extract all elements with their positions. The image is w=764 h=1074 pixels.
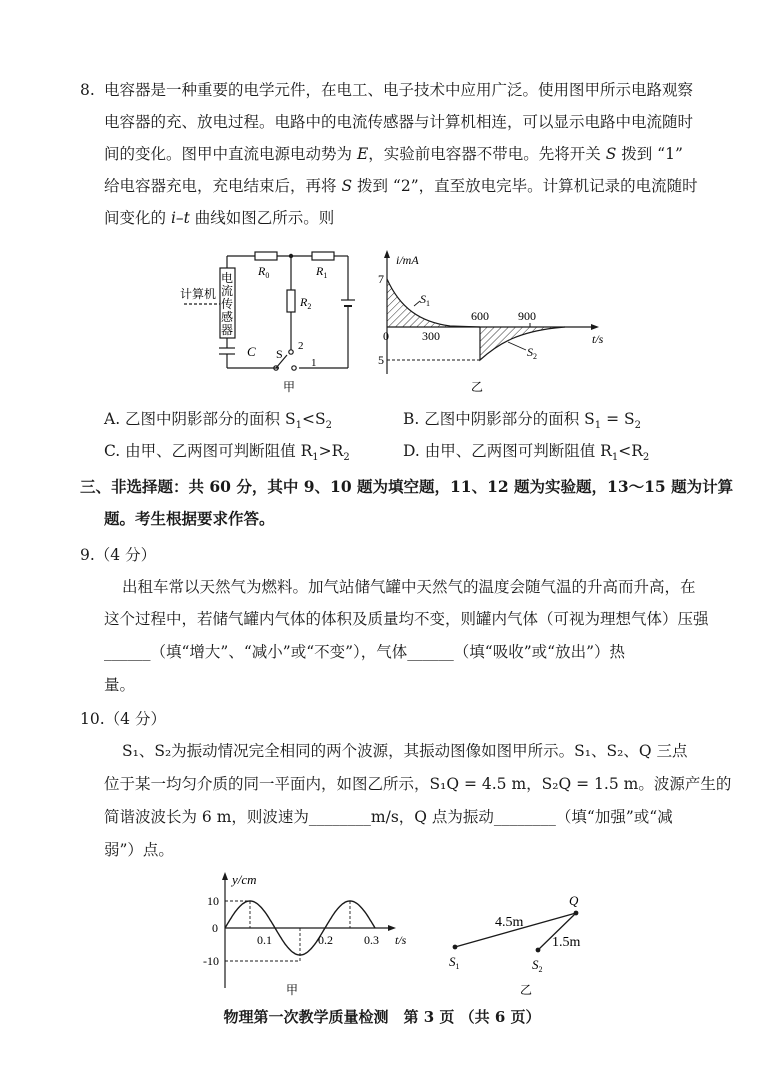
sensor-char-1: 电 [221, 271, 234, 285]
wave-xlabel: t/s [395, 933, 407, 947]
q8-option-d: D. 由甲、乙两图可判断阻值 $R_1<R_2$ [403, 442, 650, 464]
wave-y-10: 10 [207, 894, 219, 908]
x-tick-600: 600 [471, 309, 489, 323]
q8-line-2: 电容器的充、放电过程。电路中的电流传感器与计算机相连，可以显示电路中电流随时 [104, 113, 694, 131]
points-caption: 乙 [520, 983, 533, 997]
computer-label: 计算机 [180, 287, 217, 301]
wave-y-0: 0 [212, 921, 218, 935]
q8-option-c: C. 由甲、乙两图可判断阻值 $R_1>R_2$ [104, 442, 350, 464]
caption-yi: 乙 [471, 380, 484, 394]
switch-pos-1: 1 [311, 357, 317, 369]
caption-jia: 甲 [283, 380, 296, 394]
q10-line-4: 弱”）点。 [104, 841, 174, 859]
switch-label: S [276, 347, 283, 361]
q9-line-1: 出租车常以天然气为燃料。加气站储气罐中天然气的温度会随气温的升高而升高，在 [122, 578, 696, 596]
sensor-char-5: 器 [221, 323, 234, 337]
page-footer: 物理第一次教学质量检测 第 3 页 （共 6 页） [223, 1008, 541, 1026]
sensor-char-2: 流 [221, 284, 234, 298]
q9-line-2: 这个过程中，若储气罐内气体的体积及质量均不变，则罐内气体（可视为理想气体）压强 [104, 610, 709, 628]
source-points-diagram [440, 890, 590, 1000]
sensor-char-3: 传 [221, 297, 234, 311]
xlabel: t/s [592, 332, 604, 346]
wave-ylabel: y/cm [232, 872, 257, 887]
q8-line-5: 间变化的 i–t 曲线如图乙所示。则 [104, 209, 335, 227]
q8-line-3: 间的变化。图甲中直流电源电动势为 E，实验前电容器不带电。先将开关 S 拨到 “1” [104, 145, 683, 163]
wave-y-neg10: -10 [203, 954, 219, 968]
wave-x-01: 0.1 [257, 933, 272, 947]
wave-x-03: 0.3 [364, 933, 379, 947]
q8-line-4: 给电容器充电，充电结束后，再将 S 拨到 “2”，直至放电完毕。计算机记录的电流随时 [104, 177, 698, 195]
s2-label: $S_2$ [527, 345, 537, 361]
wave-caption: 甲 [286, 983, 299, 997]
point-q: Q [569, 893, 579, 908]
q10-line-2: 位于某一均匀介质的同一平面内，如图乙所示，S₁Q = 4.5 m，S₂Q = 1.5 m。波源产生的 [104, 775, 732, 793]
q10-line-3: 简谐波波长为 6 m，则波速为________m/s，Q 点为振动________（填“加强”或“减 [104, 808, 673, 826]
x-tick-900: 900 [518, 309, 536, 323]
circuit-diagram [170, 246, 370, 396]
ylabel: i/mA [396, 253, 419, 267]
capacitor-label: C [247, 344, 256, 359]
q8-option-b: B. 乙图中阴影部分的面积 $S_1 = S_2$ [403, 410, 642, 432]
x-tick-0: 0 [383, 329, 389, 343]
y-tick-7: 7 [378, 272, 384, 286]
q8-line-1: 电容器是一种重要的电学元件，在电工、电子技术中应用广泛。使用图甲所示电路观察 [104, 81, 694, 99]
r0-label: $R_0$ [258, 264, 270, 280]
wave-x-02: 0.2 [318, 933, 333, 947]
sensor-char-4: 感 [221, 310, 234, 324]
section3-line-2: 题。考生根据要求作答。 [104, 509, 275, 528]
point-s1: $S_1$ [449, 954, 460, 971]
q9-line-4: 量。 [104, 676, 136, 694]
section3-line-1: 三、非选择题：共 60 分，其中 9、10 题为填空题，11、12 题为实验题，13～15 题为计算 [80, 477, 734, 496]
wave-graph [200, 868, 420, 1000]
distance-4-5: 4.5m [495, 915, 524, 930]
x-tick-300: 300 [422, 329, 440, 343]
distance-1-5: 1.5m [552, 935, 581, 950]
q8-number: 8. [80, 81, 95, 99]
y-tick-neg5: 5 [378, 353, 384, 367]
it-graph [370, 246, 620, 396]
q8-option-a: A. 乙图中阴影部分的面积 $S_1<S_2$ [104, 410, 332, 432]
q10-line-1: S₁、S₂为振动情况完全相同的两个波源，其振动图像如图甲所示。S₁、S₂、Q 三点 [122, 742, 688, 760]
q9-line-3: ______（填“增大”、“减小”或“不变”），气体______（填“吸收”或“放出”）热 [104, 643, 625, 661]
r1-label: $R_1$ [316, 264, 328, 280]
s1-label: $S_1$ [420, 292, 430, 308]
point-s2: $S_2$ [532, 957, 543, 974]
q9-header: 9.（4 分） [80, 546, 157, 564]
q10-header: 10.（4 分） [80, 710, 166, 728]
r2-label: $R_2$ [300, 295, 312, 311]
switch-pos-2: 2 [298, 340, 304, 352]
